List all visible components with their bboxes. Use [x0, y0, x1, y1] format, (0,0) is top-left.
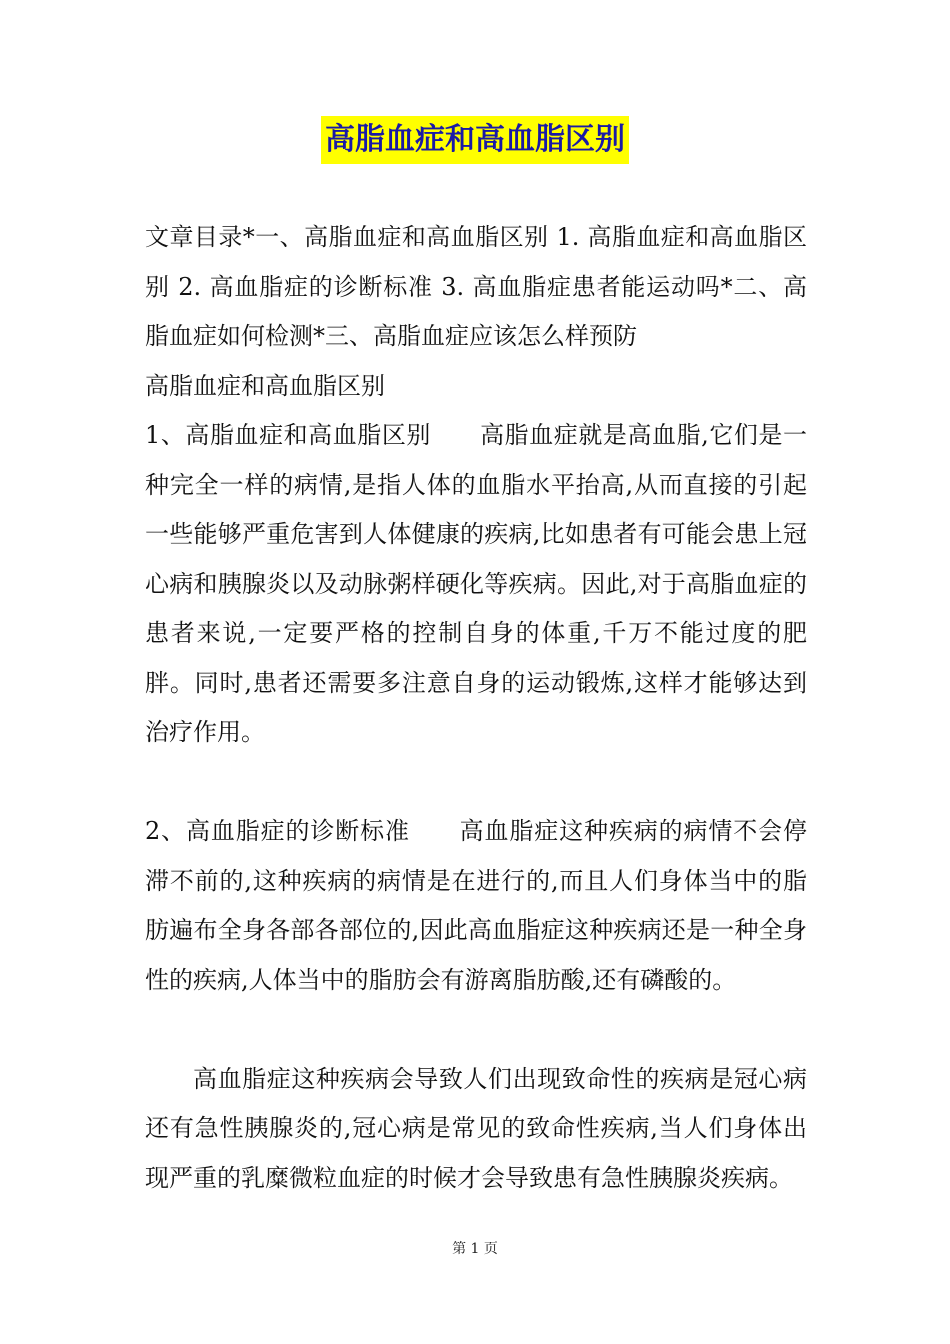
paragraph-spacer — [145, 1005, 807, 1055]
paragraph-1: 1、高脂血症和高血脂区别 高脂血症就是高血脂,它们是一种完全一样的病情,是指人体的血脂水平抬高,从而直接的引起一些能够严重危害到人体健康的疾病,比如患者有可能会患上冠心病和胰腺炎以及动脉粥样硬化等疾病。因此,对于高脂血症的患者来说,一定要严格的控制自身的体重,千万不能过度的肥胖。同时,患者还需要多注意自身的运动锻炼,这样才能够达到治疗作用。 — [145, 421, 807, 746]
document-body — [145, 213, 807, 1203]
paragraph-spacer — [145, 758, 807, 808]
table-of-contents: 文章目录*一、高脂血症和高血脂区别 1. 高脂血症和高血脂区别 2. 高血脂症的诊断标准 3. 高血脂症患者能运动吗*二、高脂血症如何检测*三、高脂血症应该怎么样预防 — [145, 223, 807, 350]
paragraph-2: 2、高血脂症的诊断标准 高血脂症这种疾病的病情不会停滞不前的,这种疾病的病情是在进行的,而且人们身体当中的脂肪遍布全身各部各部位的,因此高血脂症这种疾病还是一种全身性的疾病,人体当中的脂肪会有游离脂肪酸,还有磷酸的。 — [145, 817, 807, 994]
section-heading: 高脂血症和高血脂区别 — [145, 371, 385, 400]
paragraph-3: 高血脂症这种疾病会导致人们出现致命性的疾病是冠心病还有急性胰腺炎的,冠心病是常见的致命性疾病,当人们身体出现严重的乳糜微粒血症的时候才会导致患有急性胰腺炎疾病。 — [145, 1064, 807, 1192]
title-container — [0, 116, 950, 164]
document-title: 高脂血症和高血脂区别 — [321, 116, 629, 164]
page-number: 第 1 页 — [452, 1241, 498, 1257]
